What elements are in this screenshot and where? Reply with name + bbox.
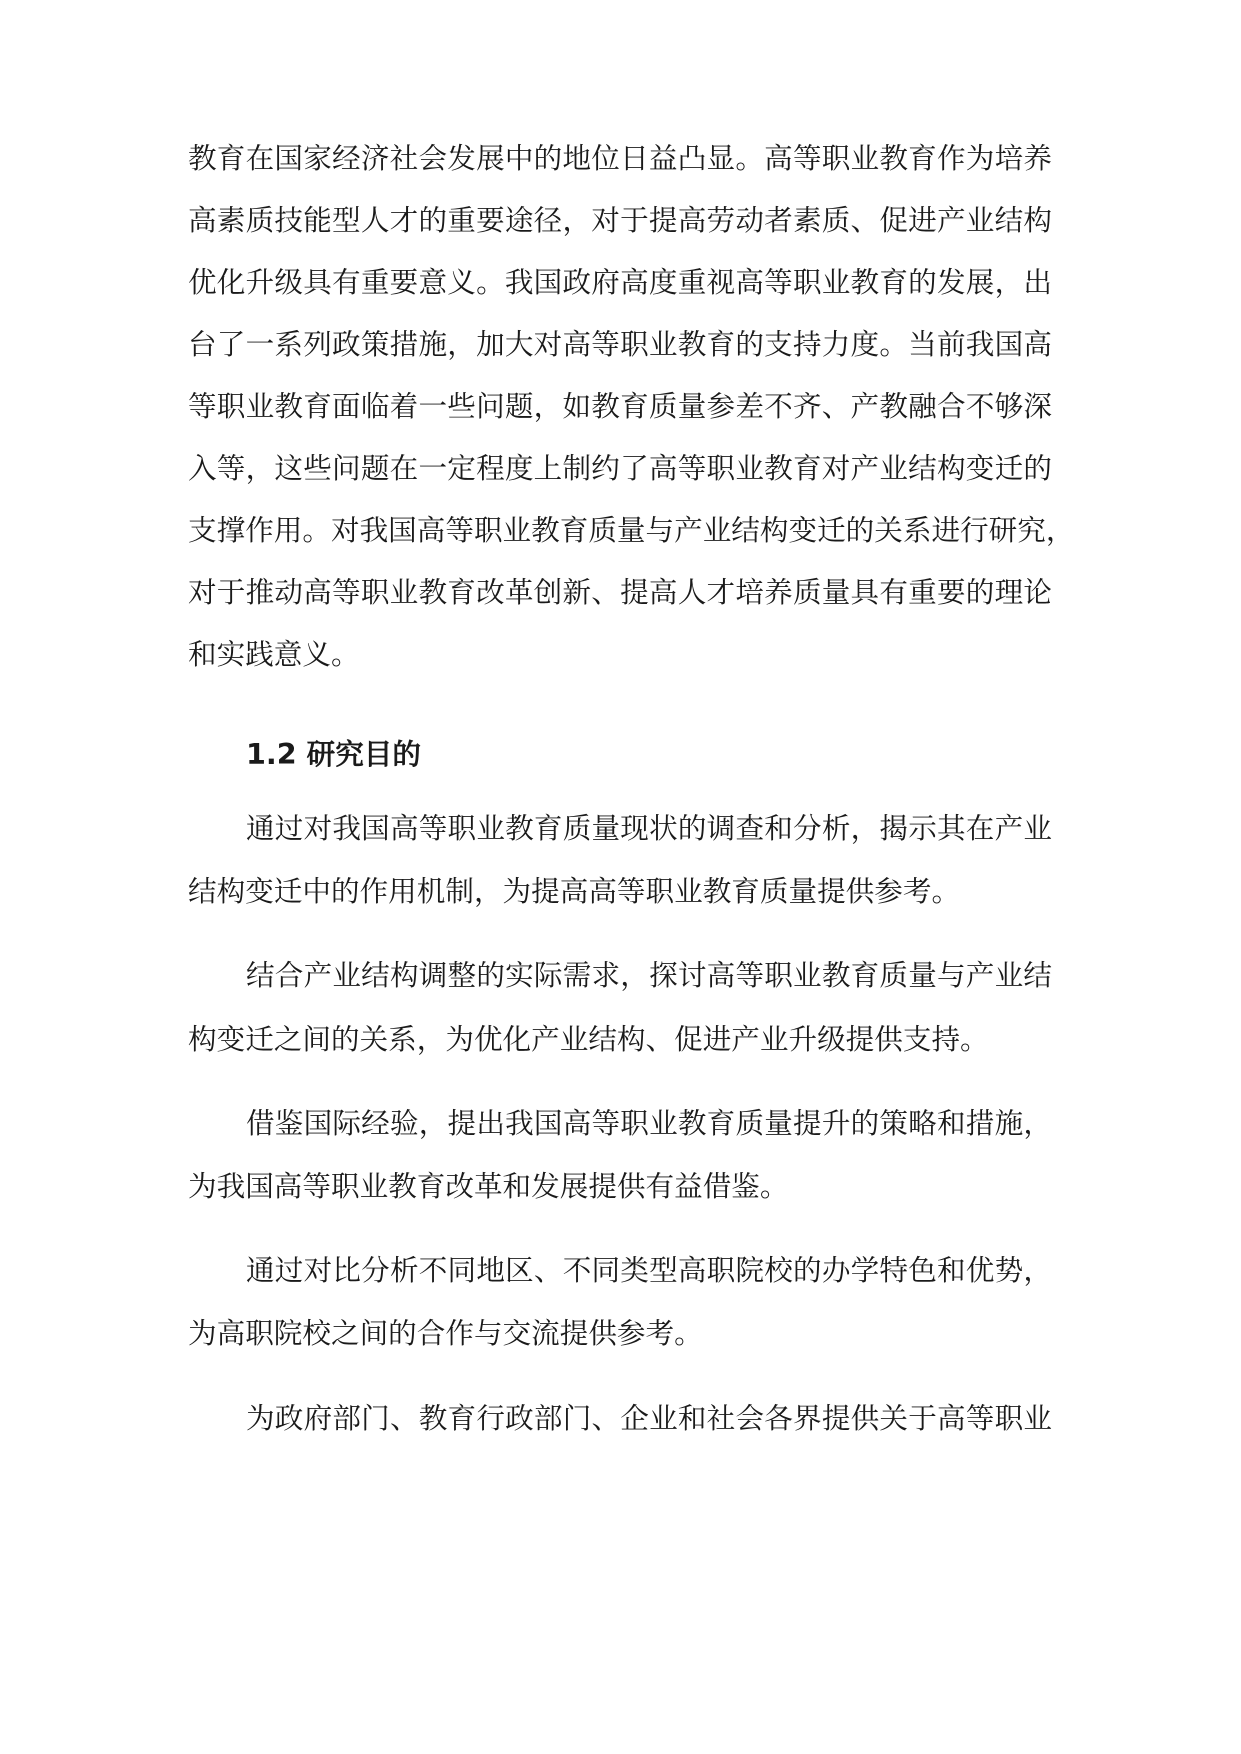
text-line: 为我国高等职业教育改革和发展提供有益借鉴。 bbox=[188, 1169, 789, 1203]
text-line: 为高职院校之间的合作与交流提供参考。 bbox=[188, 1316, 703, 1350]
text-line: 结合产业结构调整的实际需求，探讨高等职业教育质量与产业结 bbox=[246, 958, 1052, 992]
text-line: 等职业教育面临着一些问题，如教育质量参差不齐、产教融合不够深 bbox=[188, 389, 1052, 423]
text-line: 对于推动高等职业教育改革创新、提高人才培养质量具有重要的理论 bbox=[188, 575, 1052, 609]
text-line: 借鉴国际经验，提出我国高等职业教育质量提升的策略和措施， bbox=[246, 1106, 1052, 1140]
text-line: 优化升级具有重要意义。我国政府高度重视高等职业教育的发展，出 bbox=[188, 265, 1052, 299]
text-line: 台了一系列政策措施，加大对高等职业教育的支持力度。当前我国高 bbox=[188, 327, 1052, 361]
text-line: 和实践意义。 bbox=[188, 637, 360, 671]
text-line: 结构变迁中的作用机制，为提高高等职业教育质量提供参考。 bbox=[188, 874, 961, 908]
text-line: 入等，这些问题在一定程度上制约了高等职业教育对产业结构变迁的 bbox=[188, 451, 1052, 485]
text-line: 教育在国家经济社会发展中的地位日益凸显。高等职业教育作为培养 bbox=[188, 141, 1052, 175]
text-line: 支撑作用。对我国高等职业教育质量与产业结构变迁的关系进行研究， bbox=[188, 513, 1075, 547]
text-line: 构变迁之间的关系，为优化产业结构、促进产业升级提供支持。 bbox=[188, 1022, 989, 1056]
text-line: 高素质技能型人才的重要途径，对于提高劳动者素质、促进产业结构 bbox=[188, 203, 1052, 237]
section-heading: 1.2 研究目的 bbox=[246, 737, 421, 771]
text-line: 通过对我国高等职业教育质量现状的调查和分析，揭示其在产业 bbox=[246, 811, 1052, 845]
text-line: 为政府部门、教育行政部门、企业和社会各界提供关于高等职业 bbox=[246, 1401, 1052, 1435]
text-line: 通过对比分析不同地区、不同类型高职院校的办学特色和优势， bbox=[246, 1253, 1052, 1287]
